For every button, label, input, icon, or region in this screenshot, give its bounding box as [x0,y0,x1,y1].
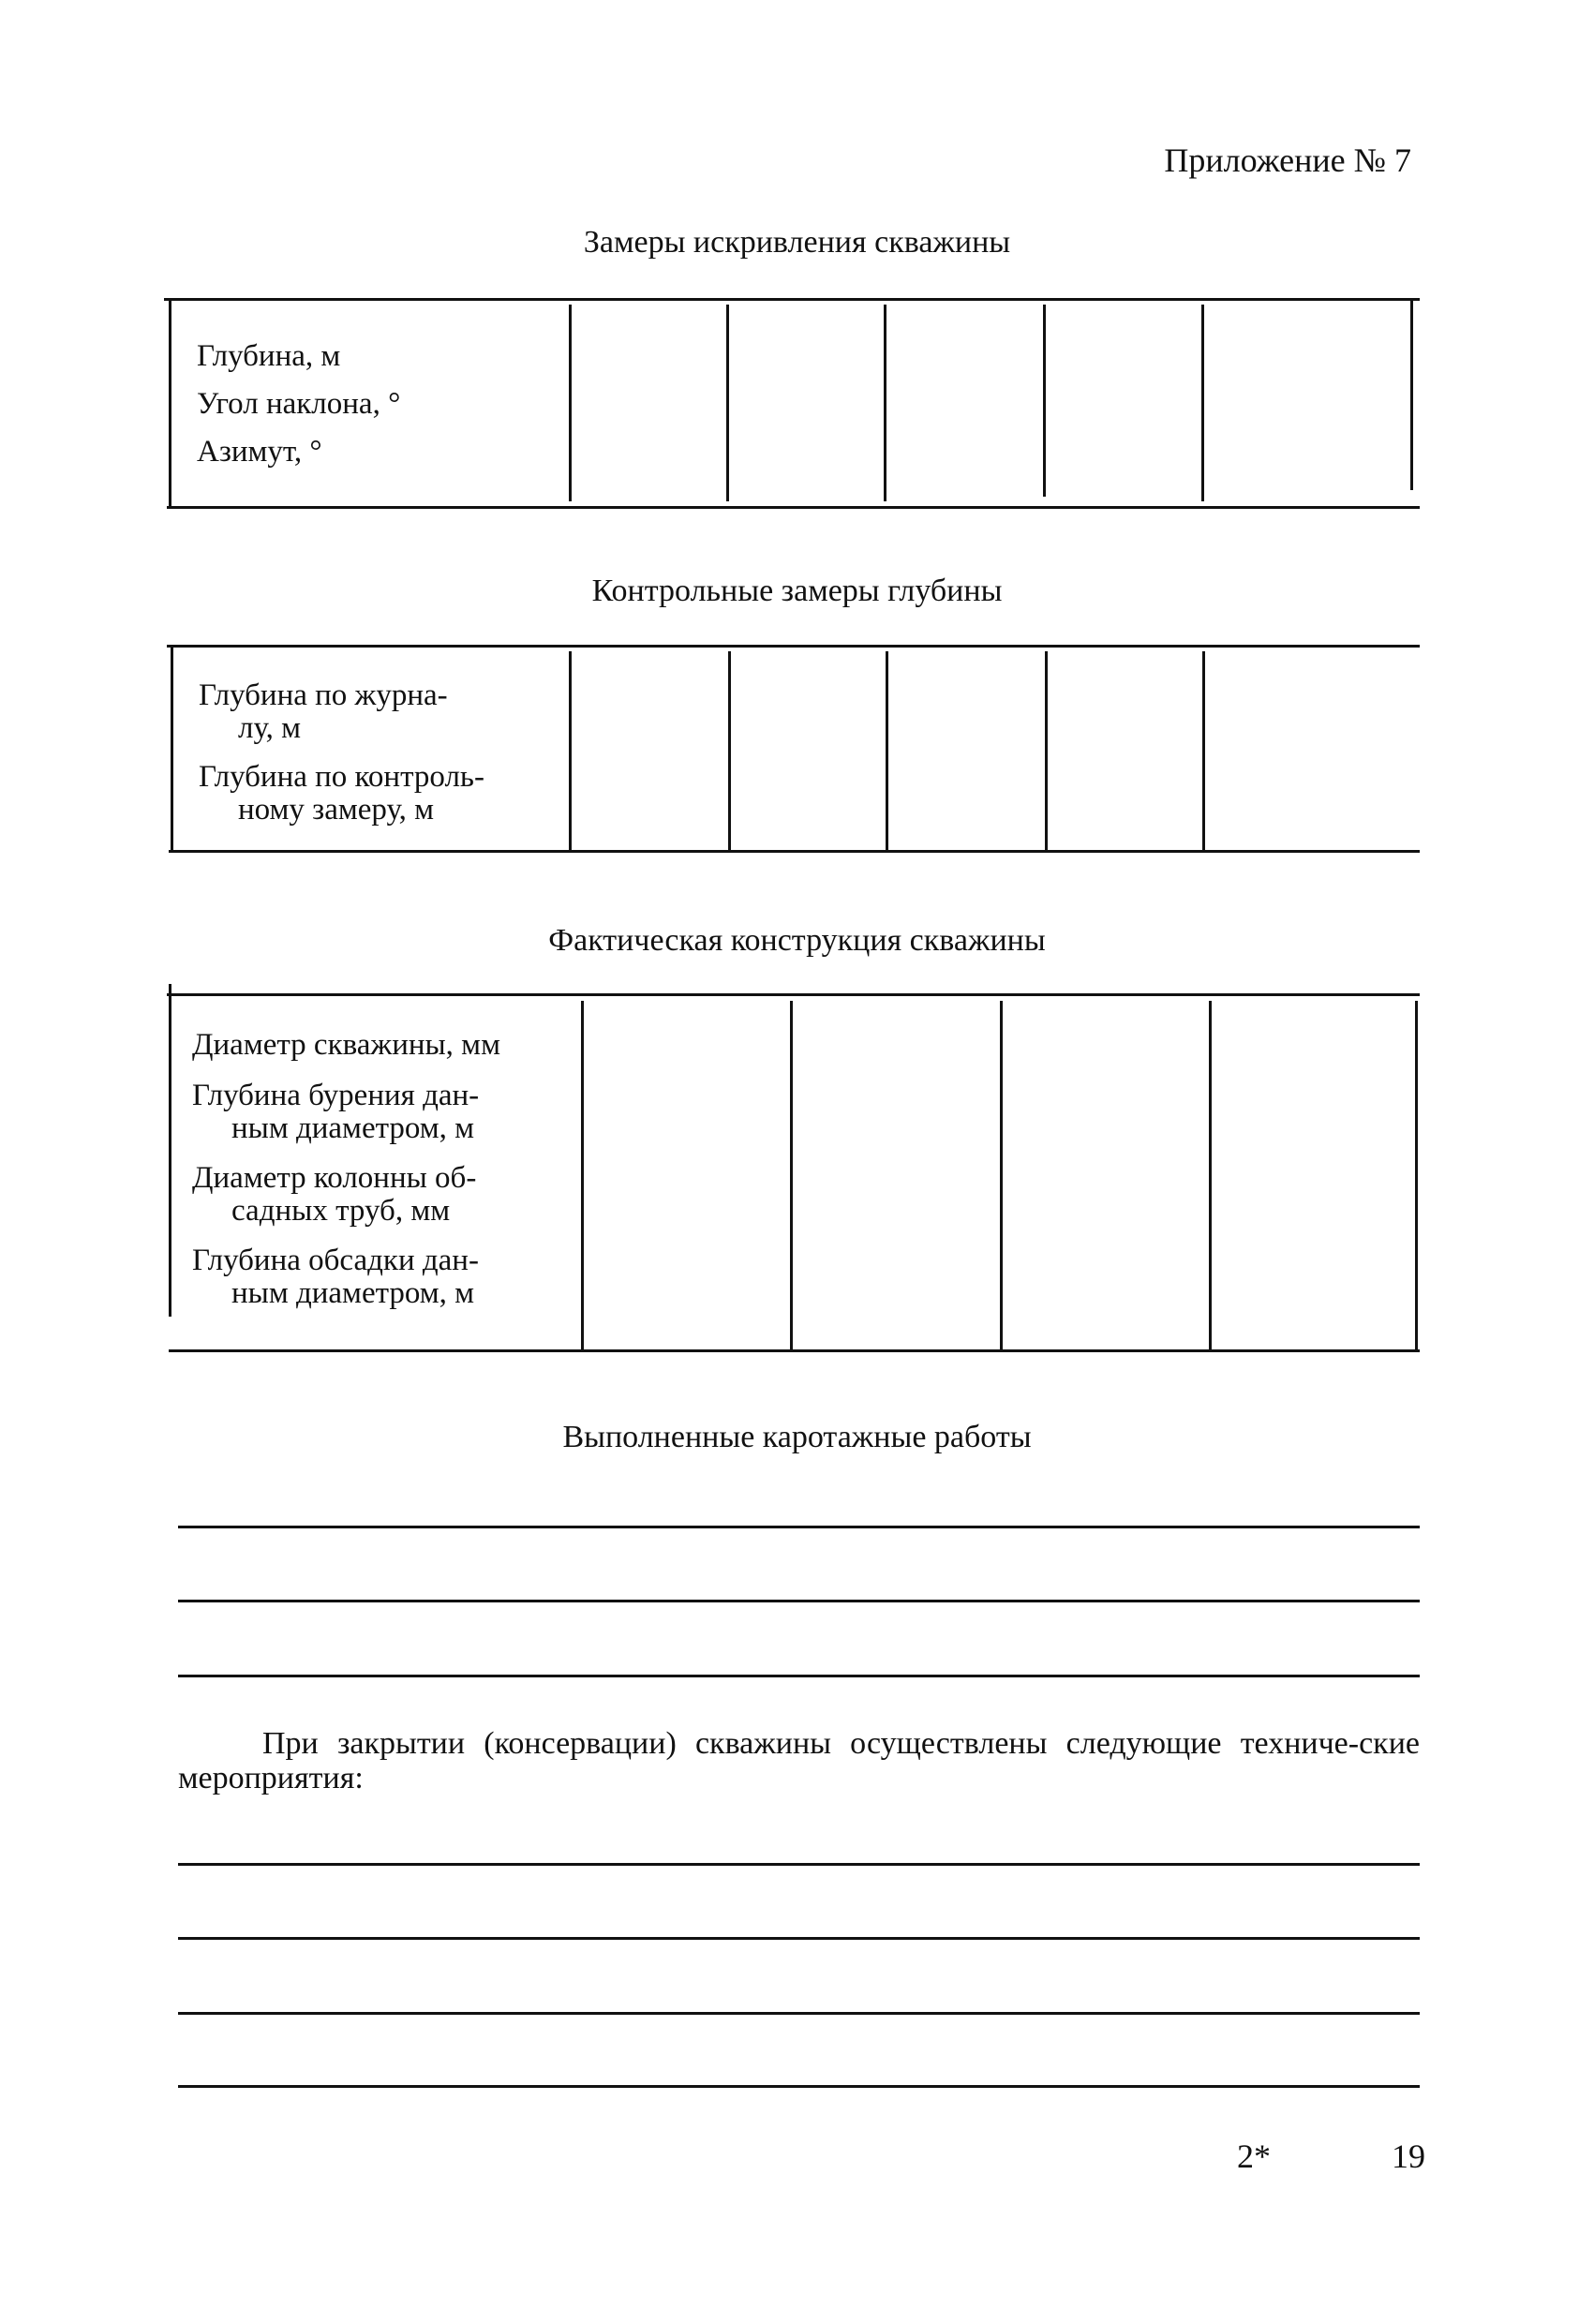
section-title-actual-construction: Фактическая конструкция скважины [548,923,1046,958]
row-label-azimuth: Азимут, ° [197,435,322,469]
label-line: ным диаметром, м [231,1110,475,1145]
table-top-border [167,993,1420,996]
blank-write-line[interactable] [178,1526,1420,1528]
label-line: Глубина по журна- [199,678,448,712]
column-divider [581,1001,584,1349]
table-bottom-border [167,506,1420,509]
column-divider [790,1001,793,1349]
table-left-border [169,984,171,1317]
column-divider [1209,1001,1212,1349]
label-line: Глубина бурения дан- [192,1079,480,1112]
row-label-depth: Глубина, м [197,339,341,373]
section-title-curvature: Замеры искривления скважины [583,225,1011,260]
column-divider [884,305,886,501]
row-label-control-depth [199,761,484,826]
column-divider [728,651,731,850]
table-bottom-border [169,850,1420,853]
page-number: 19 [1392,2138,1425,2175]
blank-write-line[interactable] [178,2012,1420,2015]
label-line: ным диаметром, м [231,1275,475,1310]
appendix-label: Приложение № 7 [1164,142,1411,179]
label-line: садных труб, мм [231,1193,451,1228]
label-line: Диаметр колонны об- [192,1161,477,1195]
table-top-border [164,298,1420,301]
column-divider [569,651,572,850]
blank-write-line[interactable] [178,1600,1420,1602]
column-divider [1202,651,1205,850]
section-title-logging-works: Выполненные каротажные работы [562,1420,1032,1454]
label-line: Глубина по контроль- [199,760,484,794]
column-divider [569,305,572,501]
column-divider [886,651,888,850]
table-right-border [1410,298,1413,490]
row-label-inclination: Угол наклона, ° [197,387,401,422]
blank-write-line[interactable] [178,1863,1420,1866]
section-title-control-depth: Контрольные замеры глубины [591,574,1003,608]
blank-write-line[interactable] [178,2085,1420,2088]
label-line: лу, м [238,710,302,745]
row-label-journal-depth [199,679,448,744]
row-label-drilling-depth [192,1080,479,1144]
table-top-border [167,645,1420,648]
column-divider [1043,305,1046,497]
column-divider [1045,651,1048,850]
row-label-well-diameter [192,1029,500,1062]
table-bottom-border [169,1349,1420,1352]
closure-measures-text: При закрытии (консервации) скважины осуществлены следующие техниче-ские мероприятия: [178,1726,1420,1796]
column-divider [1000,1001,1003,1349]
table-left-border [169,300,171,508]
column-divider [726,305,729,501]
blank-write-line[interactable] [178,1675,1420,1677]
label-line: Глубина обсадки дан- [192,1244,479,1277]
label-line: Диаметр скважины, мм [192,1028,500,1062]
blank-write-line[interactable] [178,1937,1420,1940]
row-label-casing-depth [192,1244,479,1309]
label-line: ному замеру, м [238,792,435,827]
column-divider [1201,305,1204,501]
row-labels [197,333,400,476]
row-label-casing-diameter [192,1162,476,1227]
signature-mark: 2* [1237,2138,1271,2175]
table-left-border [171,647,173,851]
table-right-border [1415,1001,1418,1349]
